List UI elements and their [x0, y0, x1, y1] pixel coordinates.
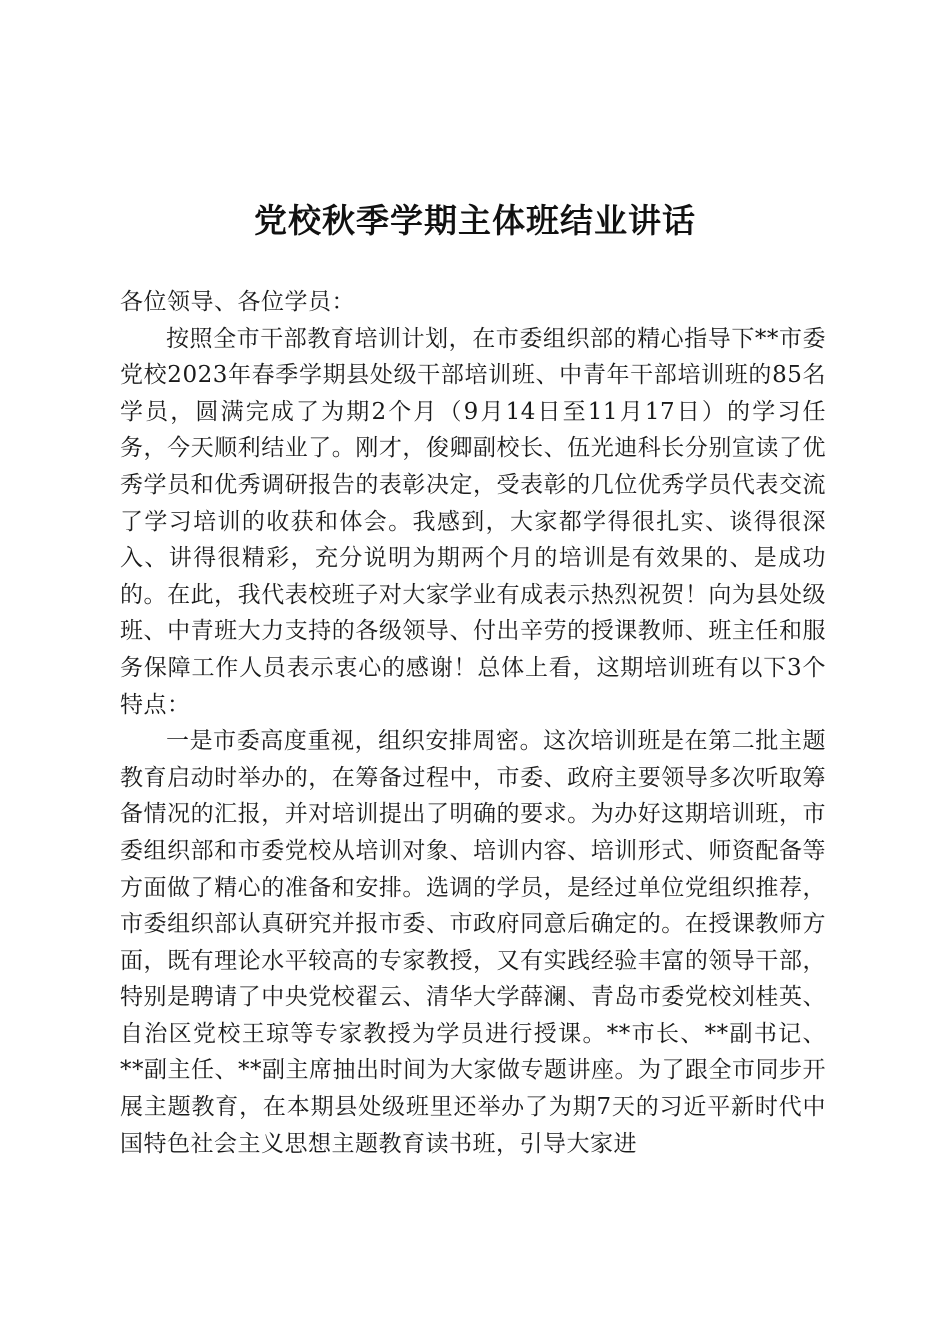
salutation: 各位领导、各位学员： [120, 289, 355, 315]
document-title: 党校秋季学期主体班结业讲话 [254, 201, 696, 240]
document-body [120, 284, 826, 1162]
paragraph-point-one: 一是市委高度重视，组织安排周密。这次培训班是在第二批主题教育启动时举办的，在筹备过程中，市委、政府主要领导多次听取筹备情况的汇报，并对培训提出了明确的要求。为办好这期培训班，市委组织部和市委党校从培训对象、培训内容、培训形式、师资配备等方面做了精心的准备和安排。选调的学员，是经过单位党组织推荐，市委组织部认真研究并报市委、市政府同意后确定的。在授课教师方面，既有理论水平较高的专家教授，又有实践经验丰富的领导干部，特别是聘请了中央党校翟云、清华大学薛澜、青岛市委党校刘桂英、自治区党校王琼等专家教授为学员进行授课。**市长、**副书记、**副主任、**副主席抽出时间为大家做专题讲座。为了跟全市同步开展主题教育，在本期县处级班里还举办了为期7天的习近平新时代中国特色社会主义思想主题教育读书班，引导大家进 [120, 728, 826, 1157]
paragraph-intro: 按照全市干部教育培训计划，在市委组织部的精心指导下**市委党校2023年春季学期县处级干部培训班、中青年干部培训班的85名学员，圆满完成了为期2个月（9月14日至11月17日）的学习任务，今天顺利结业了。刚才，俊卿副校长、伍光迪科长分别宣读了优秀学员和优秀调研报告的表彰决定，受表彰的几位优秀学员代表交流了学习培训的收获和体会。我感到，大家都学得很扎实、谈得很深入、讲得很精彩，充分说明为期两个月的培训是有效果的、是成功的。在此，我代表校班子对大家学业有成表示热烈祝贺！向为县处级班、中青班大力支持的各级领导、付出辛劳的授课教师、班主任和服务保障工作人员表示衷心的感谢！总体上看，这期培训班有以下3个特点： [120, 325, 826, 718]
